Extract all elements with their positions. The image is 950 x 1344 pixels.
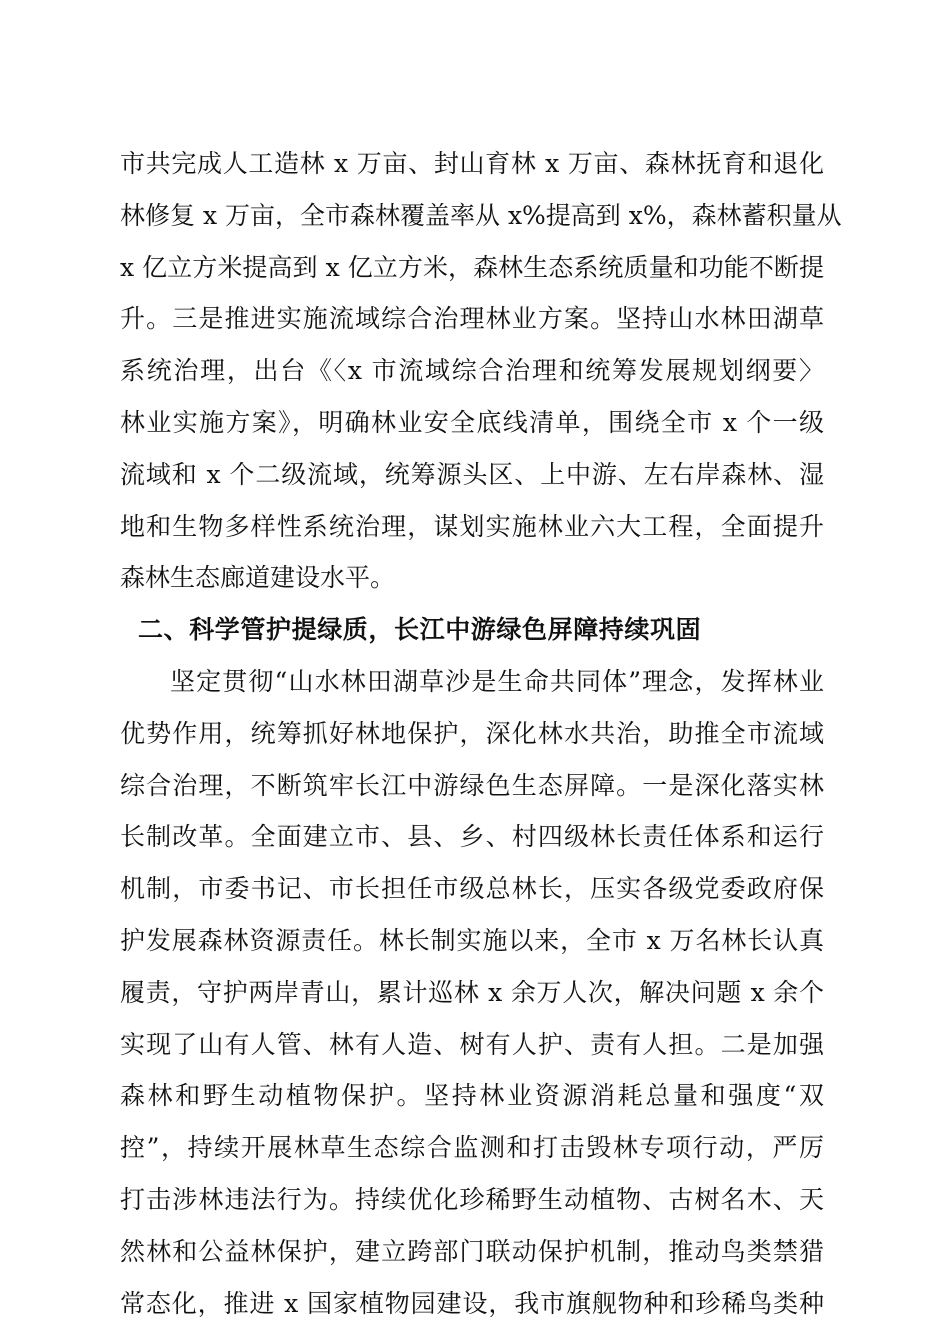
text-line: x 亿立方米提高到 x 亿立方米，森林生态系统质量和功能不断提	[120, 252, 824, 282]
text-line: 林修复 x 万亩，全市森林覆盖率从 x%提高到 x%，森林蓄积量从	[120, 200, 842, 230]
text-line: 护发展森林资源责任。林长制实施以来，全市 x 万名林长认真	[120, 925, 824, 955]
text-line: 坚定贯彻“山水林田湖草沙是生命共同体”理念，发挥林业	[170, 666, 824, 696]
text-line: 综合治理，不断筑牢长江中游绿色生态屏障。一是深化落实林	[120, 770, 824, 800]
paragraph-1	[120, 138, 842, 604]
text-line: 长制改革。全面建立市、县、乡、村四级林长责任体系和运行	[120, 822, 824, 852]
text-line: 机制，市委书记、市长担任市级总林长，压实各级党委政府保	[120, 874, 824, 904]
text-line: 打击涉林违法行为。持续优化珍稀野生动植物、古树名木、天	[120, 1184, 824, 1214]
document-page	[120, 138, 842, 1329]
text-line: 林业实施方案》，明确林业安全底线清单，围绕全市 x 个一级	[120, 407, 824, 437]
text-line: 升。三是推进实施流域综合治理林业方案。坚持山水林田湖草	[120, 304, 824, 334]
text-line: 地和生物多样性系统治理，谋划实施林业六大工程，全面提升	[120, 511, 824, 541]
text-line: 市共完成人工造林 x 万亩、封山育林 x 万亩、森林抚育和退化	[120, 149, 824, 178]
text-line: 控”，持续开展林草生态综合监测和打击毁林专项行动，严厉	[120, 1133, 824, 1163]
text-line: 优势作用，统筹抓好林地保护，深化林水共治，助推全市流域	[120, 718, 824, 748]
text-line: 然林和公益林保护，建立跨部门联动保护机制，推动鸟类禁猎	[120, 1236, 824, 1266]
text-line: 森林和野生动植物保护。坚持林业资源消耗总量和强度“双	[120, 1081, 824, 1111]
section-heading: 二、科学管护提绿质，长江中游绿色屏障持续巩固	[138, 615, 702, 645]
text-line: 系统治理，出台《〈x 市流域综合治理和统筹发展规划纲要〉	[120, 356, 824, 386]
text-line: 常态化，推进 x 国家植物园建设，我市旗舰物种和珍稀鸟类种	[120, 1288, 824, 1318]
text-line: 流域和 x 个二级流域，统筹源头区、上中游、左右岸森林、湿	[120, 459, 824, 489]
text-line: 森林生态廊道建设水平。	[120, 563, 396, 593]
text-line: 履责，守护两岸青山，累计巡林 x 余万人次，解决问题 x 余个	[120, 977, 824, 1007]
paragraph-2	[120, 656, 824, 1329]
text-line: 实现了山有人管、林有人造、树有人护、责有人担。二是加强	[120, 1029, 824, 1059]
